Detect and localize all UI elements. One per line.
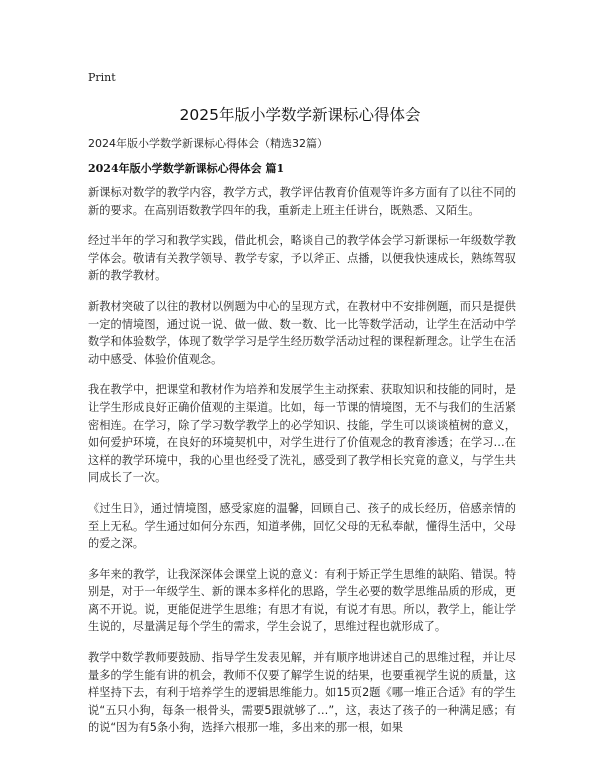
- paragraph-2: 经过半年的学习和教学实践，借此机会，略谈自己的教学体会学习新课标一年级数学教学体会。敬请有关教学领导、教学专家，予以斧正、点播，以便我快速成长，熟练驾驭新的教学教材。: [88, 234, 516, 283]
- paragraph-7: 教学中数学教师要鼓励、指导学生发表见解，并有顺序地讲述自己的思维过程，并让尽量多的学生能有讲的机会，教师不仅要了解学生说的结果，也要重视学生说的质量，这样坚持下去，有利于培养学生的逻辑思维能力。如15页2题《哪一堆正合适》有的学生说“五只小狗，每条一根骨头，需要5跟就够了…”，这，表达了孩子的一种满足感；有的说“因为有5条小狗，选择六根那一堆，多出来的那一根，如果: [88, 651, 516, 735]
- paragraph-5: 《过生日》，通过情境图，感受家庭的温馨，回顾自己、孩子的成长经历，倍感亲情的至上无私。学生通过如何分东西，知道孝佛，回忆父母的无私奉献，懂得生活中，父母的爱之深。: [88, 501, 516, 551]
- paragraph-6: 多年来的教学，让我深深体会课堂上说的意义：有利于矫正学生思维的缺陷、错误。特别是，对于一年级学生、新的课本多样化的思路，学生必要的数学思维品质的形成，更离不开说。说，更能促进学生思维；有思才有说，有说才有思。所以，教学上，能让学生说的，尽量满足每个学生的需求，学生会说了，思维过程也就形成了。: [88, 567, 516, 634]
- paragraph-3: 新教材突破了以往的教材以例题为中心的呈现方式，在教材中不安排例题，而只是提供一定的情境图，通过说一说、做一做、数一数、比一比等数学活动，让学生在活动中学数学和体验数学，体现了数学学习是学生经历数学活动过程的课程新理念。让学生在活动中感受、体验价值观念。: [88, 299, 516, 366]
- section-heading: 2024年版小学数学新课标心得体会 篇1: [88, 162, 285, 175]
- print-label[interactable]: Print: [88, 71, 116, 84]
- document-subtitle: 2024年版小学数学新课标心得体会（精选32篇）: [88, 137, 328, 150]
- paragraph-1: 新课标对数学的教学内容，教学方式，教学评估教育价值观等许多方面有了以往不同的新的要求。在高别语数教学四年的我，重新走上班主任讲台，既熟悉、又陌生。: [88, 186, 516, 217]
- page-title: 2025年版小学数学新课标心得体会: [179, 106, 421, 124]
- paragraph-4: 我在教学中，把课堂和教材作为培养和发展学生主动探索、获取知识和技能的同时，是让学生形成良好正确价值观的主渠道。比如，每一节课的情境图，无不与我们的生活紧密相连。在学习，除了学习数学教学上的必学知识、技能，学生可以谈谈植树的意义，如何爱护环境，在良好的环境契机中，对学生进行了价值观念的教育渗透；在学习…在这样的教学环境中，我的心里也经受了洗礼，感受到了教学相长究竟的意义，与学生共同成长了一次。: [88, 383, 516, 485]
- article-body: [88, 184, 516, 750]
